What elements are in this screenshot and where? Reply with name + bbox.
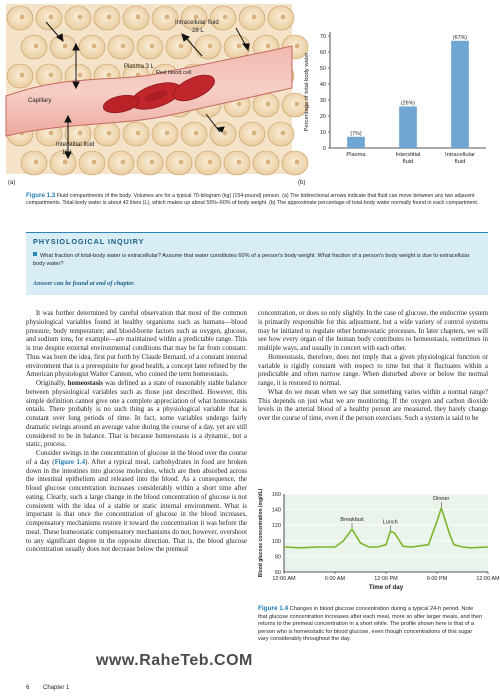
panel-b-label: (b) [298,180,306,186]
cell-nucleus [252,131,257,136]
paragraph: Homeostasis, therefore, does not imply that a given physiological function or variable is rigidly constant with respect to time but that it fluctuates within a predictable and often narrow range. When disturbed above or below the normal range, it is restored to normal. [258,353,488,387]
cell-nucleus [208,160,213,165]
label-red-blood-cell: Red blood cell [156,70,192,76]
x-axis-label: Time of day [368,584,404,591]
cell-nucleus [107,73,112,78]
x-tick-label: 6:00 PM [426,576,448,582]
cell-nucleus [92,44,97,49]
page-footer [26,685,69,691]
watermark-text: www.RaheTeb.COM [96,652,253,669]
figure-1-4-chart [252,488,500,598]
key-term-homeostasis: homeostasis [67,380,103,387]
x-tick-label: 12:00 AM [272,576,296,582]
body-text-left-column [26,310,247,680]
meal-annotation: Lunch [382,519,398,526]
figure-1-3-panel-b [296,4,496,186]
y-tick-label: 70 [319,34,326,40]
x-category-label: Plasma [346,152,366,158]
figure-1-3-caption-label: Figure 1.3 [26,192,56,199]
y-tick-label: 20 [319,114,326,120]
y-tick-label: 100 [271,538,281,545]
cell-nucleus [208,44,213,49]
cell-nucleus [78,15,83,20]
paragraph: What do we mean when we say that something varies within a normal range? This depends on just what we are monitoring. If the oxygen and carbon dioxide levels in the arterial blood of a healthy person are measured, they barely change over the course of time, even if the person exercises. Such a system is said to be [258,388,488,422]
bar-data-label: (26%) [400,100,416,107]
cell-nucleus [165,15,170,20]
bar-data-label: (7%) [350,130,362,137]
paragraph: Consider swings in the concentration of glucose in the blood over the course of a day (Figure 1.4). After a typical meal, carbohydrates in food are broken down in the intestines into glucose molecules, which are then absorbed across the intestinal epithelium and released into the blood. As a consequence, the blood glucose concentration increases considerably within a short time after eating. Clearly, such a large change in the blood concentration of glucose is not consistent with the idea of a stable or static internal environment. What is important is that once the concentration of glucose in the blood increases, compensatory mechanisms restore it toward the concentration it was before the meal. These homeostatic compensatory mechanisms do not, however, overshoot to any significant degree in the opposite direction. That is, the blood glucose concentration usually does not decrease below the premeal [26,450,247,554]
cell-nucleus [20,73,25,78]
cell-nucleus [107,15,112,20]
y-tick-label: 60 [319,50,326,56]
meal-annotation: Breakfast [340,517,364,524]
figure-1-4-caption-label: Figure 1.4 [258,605,289,612]
panel-a-label: (a) [8,180,16,186]
meal-annotation: Dinner [433,496,450,503]
cell-nucleus [237,160,242,165]
fluid-compartments-illustration [6,4,292,186]
cell-nucleus [252,15,257,20]
cell-nucleus [150,44,155,49]
physiological-inquiry-box [26,232,488,295]
plot-area [284,494,488,572]
cell-nucleus [237,44,242,49]
y-tick-label: 30 [319,98,326,104]
bar [399,106,417,148]
cell-nucleus [165,131,170,136]
x-category-label: Interstitial [395,152,421,158]
cell-nucleus [281,131,286,136]
bullet-square-icon [33,252,37,256]
y-axis-label: Percentage of total-body water [304,52,310,132]
label-intracellular-volume: 28 L [192,28,204,34]
y-tick-label: 80 [274,554,281,561]
inquiry-title: PHYSIOLOGICAL INQUIRY [33,237,145,246]
inquiry-question-text: What fraction of total-body water is extracellular? Assume that water constitutes 60% of a person's body weight. What fraction of a person's body weight is due to extracellular body water? [33,253,470,267]
cell-nucleus [223,15,228,20]
cell-nucleus [266,102,271,107]
cell-nucleus [179,44,184,49]
y-tick-label: 50 [319,66,326,72]
cell-nucleus [92,160,97,165]
paragraph: It was further determined by careful observation that most of the common physiological variables found in healthy organisms such as humans—blood pressure; body temperature; and blood-borne factors such as oxygen, glucose, and sodium ions, for example—are maintained within a predictable range. This is true despite external environmental conditions that may be far from constant. Thus was born the idea, first put forth by Claude Bernard, of a constant internal environment that is a prerequisite for good health, a concept later refined by the American physiologist Walter Cannon, who coined the term homeostasis. [26,310,247,379]
cell-nucleus [266,160,271,165]
paragraph: concentration, or does so only slightly. In the case of glucose, the endocrine system is primarily responsible for this adjustment, but a wide variety of control systems may be initiated to regulate other homeostatic processes. In later chapters, we will see how every organ of the human body contributes to homeostasis, sometimes in multiple ways, and usually in concert with each other. [258,310,488,352]
cell-nucleus [150,160,155,165]
cell-nucleus [121,44,126,49]
y-tick-label: 60 [274,570,281,576]
y-tick-label: 0 [322,146,326,152]
x-category-label: fluid [402,159,414,165]
cell-nucleus [121,160,126,165]
figure-1-3-caption [26,192,488,208]
cell-nucleus [49,15,54,20]
y-tick-label: 140 [271,507,281,514]
label-plasma: Plasma 3 L [124,64,155,70]
x-category-label: fluid [454,159,466,165]
paragraph: Originally, homeostasis was defined as a state of reasonably stable balance between physiological variables such as those just described. However, this simple definition cannot give one a complete appreciation of what homeostasis entails. There probably is no such thing as a physiological variable that is constant over long periods of time. In fact, some variables undergo fairly dramatic swings around an average value during the course of a day, yet are still considered to be in balance. That is because homeostasis is a dynamic, not a static, process. [26,380,247,449]
bar [347,137,365,148]
cell-nucleus [223,131,228,136]
cell-nucleus [49,73,54,78]
label-interstitial-volume: 11 L [62,150,74,156]
inquiry-answer-note: Answer can be found at end of chapter. [33,280,135,287]
x-tick-label: 12:00 PM [374,576,398,582]
figure-1-4-caption-text: Changes in blood glucose concentration during a typical 24-h period. Note that glucose concentration increases after each meal, more so after larger meals, and then returns to the premeal concentration in a short while. The profile shown here is that of a person who is homeostatic for blood glucose, even though concentrations of this sugar vary considerably throughout the day. [258,606,483,643]
figure-1-3-panel-a [6,4,292,186]
y-tick-label: 120 [271,523,281,530]
cell-nucleus [78,131,83,136]
bar-data-label: (67%) [452,34,468,41]
x-tick-label: 6:00 AM [324,576,346,582]
chapter-label: Chapter 1 [43,685,70,691]
y-axis-label: Blood glucose concentration (mg/dL) [258,488,264,578]
y-tick-label: 40 [319,82,326,88]
inquiry-question [33,252,483,268]
cell-nucleus [266,44,271,49]
cell-nucleus [49,131,54,136]
cell-nucleus [63,160,68,165]
body-text-right-column [258,310,488,424]
figure-1-4-caption [258,605,484,644]
cell-nucleus [136,131,141,136]
label-capillary: Capillary [28,98,52,104]
cell-nucleus [63,44,68,49]
cell-nucleus [194,15,199,20]
bar [451,41,469,148]
cell-nucleus [237,102,242,107]
line-chart [252,488,500,598]
x-tick-label: 12:00 AM [476,576,500,582]
cell-nucleus [34,160,39,165]
x-category-label: Intracellular [445,152,475,158]
cell-nucleus [281,15,286,20]
cell-nucleus [20,15,25,20]
cell-nucleus [34,44,39,49]
figure-1-3-caption-text: Fluid compartments of the body. Volumes are for a typical 70-kilogram (kg) (154-pound) person. (a) The bidirectional arrows indicate that fluid can move between any two adjacent compartments. Total-body water is about 42 liters (L), which makes up about 55%–60% of body weight. (b) The approximate percentage of total-body water normally found in each compartment. [26,193,479,207]
y-tick-label: 10 [319,130,326,136]
cell-nucleus [136,15,141,20]
cell-nucleus [107,131,112,136]
page-number: 6 [26,685,30,691]
figure-reference[interactable]: Figure 1.4 [54,458,86,466]
y-tick-label: 160 [271,492,281,498]
cell-nucleus [194,131,199,136]
label-interstitial: Interstitial fluid [56,142,95,148]
cell-nucleus [78,73,83,78]
label-intracellular: Intracellular fluid [175,20,219,26]
cell-nucleus [179,160,184,165]
bar-chart [296,4,496,186]
